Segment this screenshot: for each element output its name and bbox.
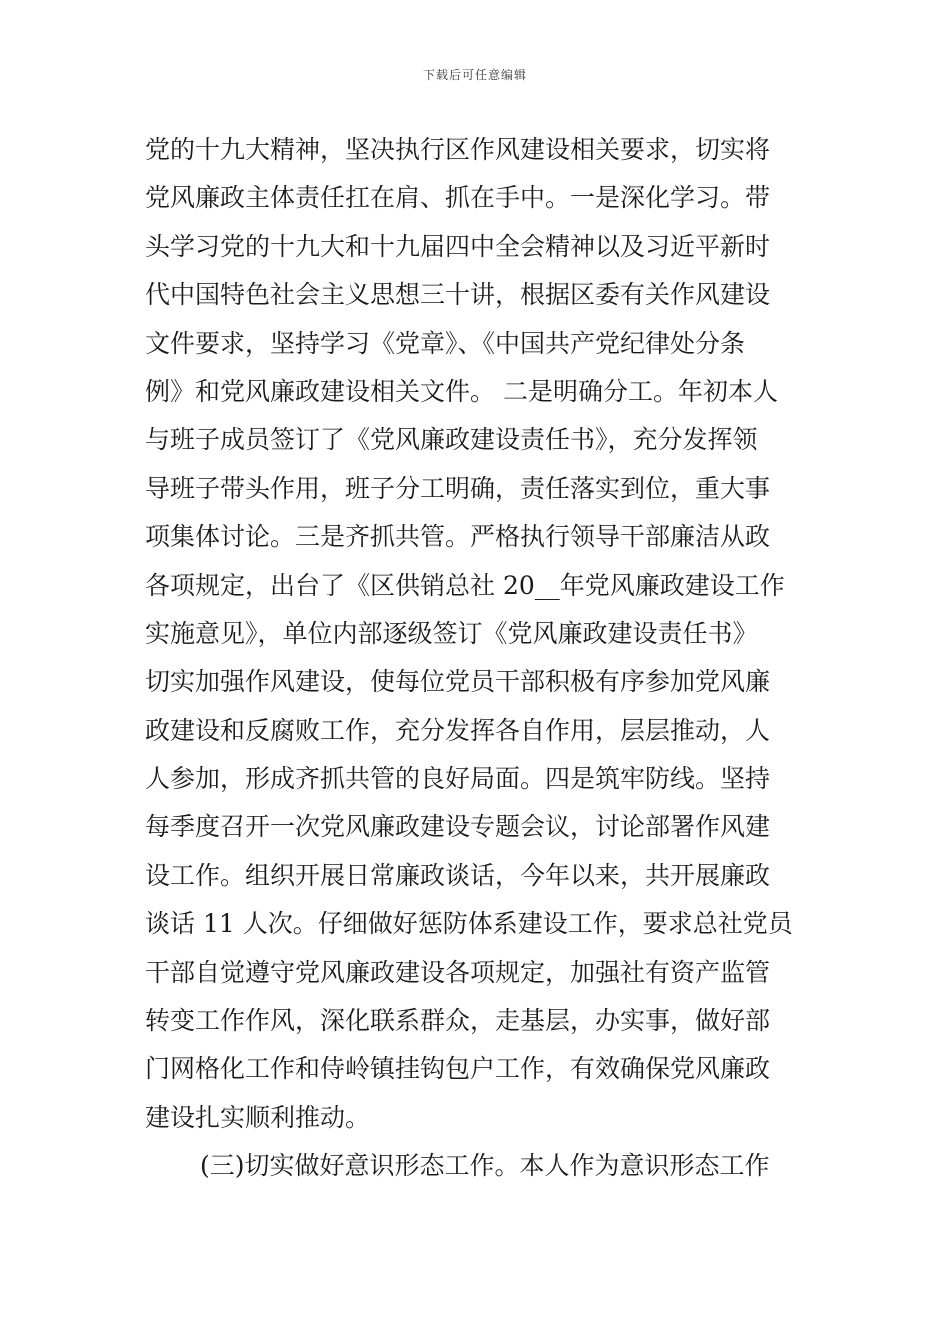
text-line: 实施意见》，单位内部逐级签订《党风廉政建设责任书》 <box>145 618 758 648</box>
text-line: 文件要求，坚持学习《党章》、《中国共产党纪律处分条 <box>145 328 746 358</box>
text-line: 门网格化工作和侍岭镇挂钩包户工作，有效确保党风廉政 <box>145 1054 771 1084</box>
text-line: 切实加强作风建设，使每位党员干部积极有序参加党风廉 <box>145 667 771 697</box>
body-text <box>145 126 810 1191</box>
text-line: 代中国特色社会主义思想三十讲，根据区委有关作风建设 <box>145 280 771 310</box>
text-line: 设工作。组织开展日常廉政谈话，今年以来，共开展廉政 <box>145 860 771 890</box>
text-line: 各项规定，出台了《区供销总社 20__年党风廉政建设工作 <box>145 570 785 600</box>
text-line: 党的十九大精神，坚决执行区作风建设相关要求，切实将 <box>145 135 771 164</box>
text-line: 干部自觉遵守党风廉政建设各项规定，加强社有资产监管 <box>145 957 771 987</box>
text-line: 与班子成员签订了《党风廉政建设责任书》，充分发挥领 <box>145 425 758 455</box>
text-line: 头学习党的十九大和十九届四中全会精神以及习近平新时 <box>145 231 771 261</box>
header-note: 下载后可任意编辑 <box>422 68 527 82</box>
section-heading-line: (三)切实做好意识形态工作。本人作为意识形态工作 <box>200 1151 770 1181</box>
text-line: 人参加，形成齐抓共管的良好局面。四是筑牢防线。坚持 <box>145 764 771 794</box>
text-line: 谈话 11 人次。仔细做好惩防体系建设工作，要求总社党员 <box>145 909 793 939</box>
text-line: 项集体讨论。三是齐抓共管。严格执行领导干部廉洁从政 <box>145 522 771 552</box>
text-line: 导班子带头作用，班子分工明确，责任落实到位，重大事 <box>145 473 771 503</box>
text-line: 党风廉政主体责任扛在肩、抓在手中。一是深化学习。带 <box>145 183 771 213</box>
text-line: 转变工作作风，深化联系群众，走基层，办实事，做好部 <box>145 1006 771 1036</box>
text-line: 每季度召开一次党风廉政建设专题会议，讨论部署作风建 <box>145 812 771 842</box>
text-line: 例》和党风廉政建设相关文件。 二是明确分工。年初本人 <box>145 376 778 406</box>
text-line: 政建设和反腐败工作，充分发挥各自作用，层层推动，人 <box>145 715 771 745</box>
text-line: 建设扎实顺利推动。 <box>145 1102 371 1132</box>
